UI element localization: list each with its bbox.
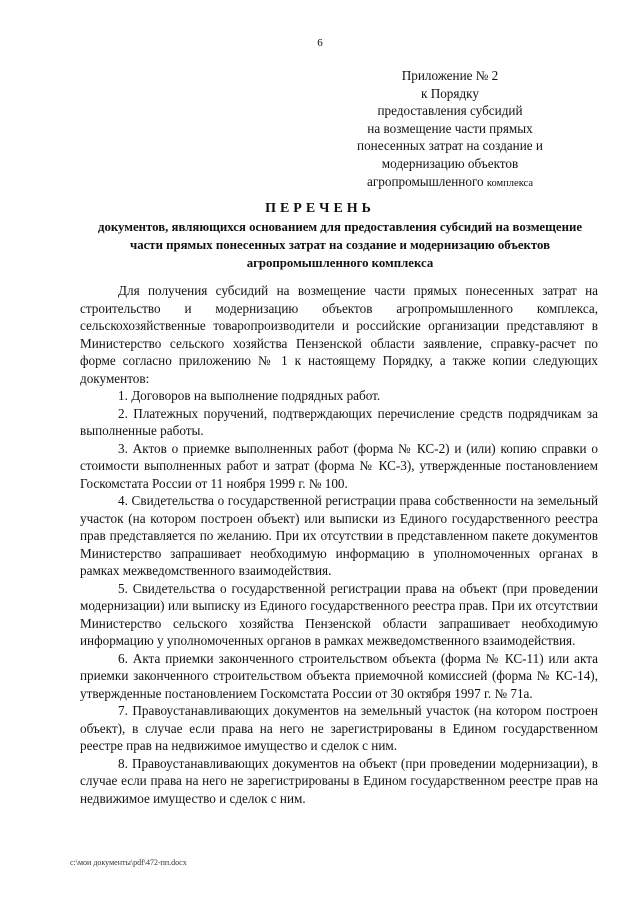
- appendix-line-small: комплекса: [486, 177, 533, 189]
- list-item-1: 1. Договоров на выполнение подрядных работ.: [118, 388, 381, 403]
- page-number: 6: [317, 37, 323, 49]
- appendix-line: модернизацию объектов: [381, 155, 519, 171]
- intro-paragraph: Для получения субсидий на возмещение части прямых понесенных затрат на строительство и модернизацию объектов агропромышленного комплекса, сельскохозяйственные товаропроизводители и российские организации представляют в Министерство сельского хозяйства Пензенской области заявление, справку-расчет по форме согласно приложению № 1 к настоящему Порядку, а также копии следующих документов:: [80, 283, 598, 386]
- appendix-line: к Порядку: [420, 85, 479, 101]
- appendix-line: на возмещение части прямых: [367, 120, 533, 136]
- appendix-header: [330, 67, 570, 192]
- appendix-line-last: [330, 173, 570, 193]
- list-item-4: 4. Свидетельства о государственной регистрации права собственности на земельный участок (на котором построен объект) или выписки из Единого государственного реестра прав представляется по желанию. При их отсутствии в представленном пакете документов Министерство запрашивает необходимую информацию в уполномоченных органах в рамках межведомственного взаимодействия.: [80, 493, 598, 578]
- list-item-6: 6. Акта приемки законченного строительством объекта (форма № КС-11) или акта приемки законченного строительством объекта приемочной комиссией (форма № КС-14), утвержденные постановлением Госкомстата России от 30 октября 1997 г. № 71а.: [80, 650, 598, 701]
- document-subtitle: документов, являющихся основанием для предоставления субсидий на возмещение части прямых понесенных затрат на создание и модернизацию объектов агропромышленного комплекса: [97, 220, 583, 270]
- document-title: ПЕРЕЧЕНЬ: [265, 201, 375, 216]
- list-item-5: 5. Свидетельства о государственной регистрации права на объект (при проведении модернизации) или выписку из Единого государственного реестра прав. При их отсутствии Министерство сельского хозяйства Пензенской области запрашивает необходимую информацию у уполномоченных органов в рамках межведомственного взаимодействия.: [80, 580, 598, 648]
- list-item-2: 2. Платежных поручений, подтверждающих перечисление средств подрядчикам за выполненные работы.: [80, 405, 598, 438]
- appendix-line: Приложение № 2: [401, 68, 499, 83]
- appendix-line: понесенных затрат на создание и: [357, 138, 543, 154]
- document-body: [80, 282, 598, 807]
- list-item-8: 8. Правоустанавливающих документов на объект (при проведении модернизации), в случае если права на него не зарегистрированы в Едином государственном реестре прав на недвижимое имущество и сделок с ним.: [80, 755, 598, 806]
- list-item-3: 3. Актов о приемке выполненных работ (форма № КС-2) и (или) копию справки о стоимости выполненных работ и затрат (форма № КС-3), утвержденные постановлением Госкомстата России от 11 ноября 1999 г. № 100.: [80, 440, 598, 491]
- appendix-line: агропромышленного: [367, 173, 484, 189]
- appendix-line: предоставления субсидий: [377, 103, 523, 119]
- file-path-footer: c:\мои документы\pdf\472-пп.docx: [70, 858, 187, 867]
- list-item-7: 7. Правоустанавливающих документов на земельный участок (на котором построен объект), в случае если права на него не зарегистрированы в Едином государственном реестре прав на недвижимое имущество и сделок с ним.: [80, 703, 598, 753]
